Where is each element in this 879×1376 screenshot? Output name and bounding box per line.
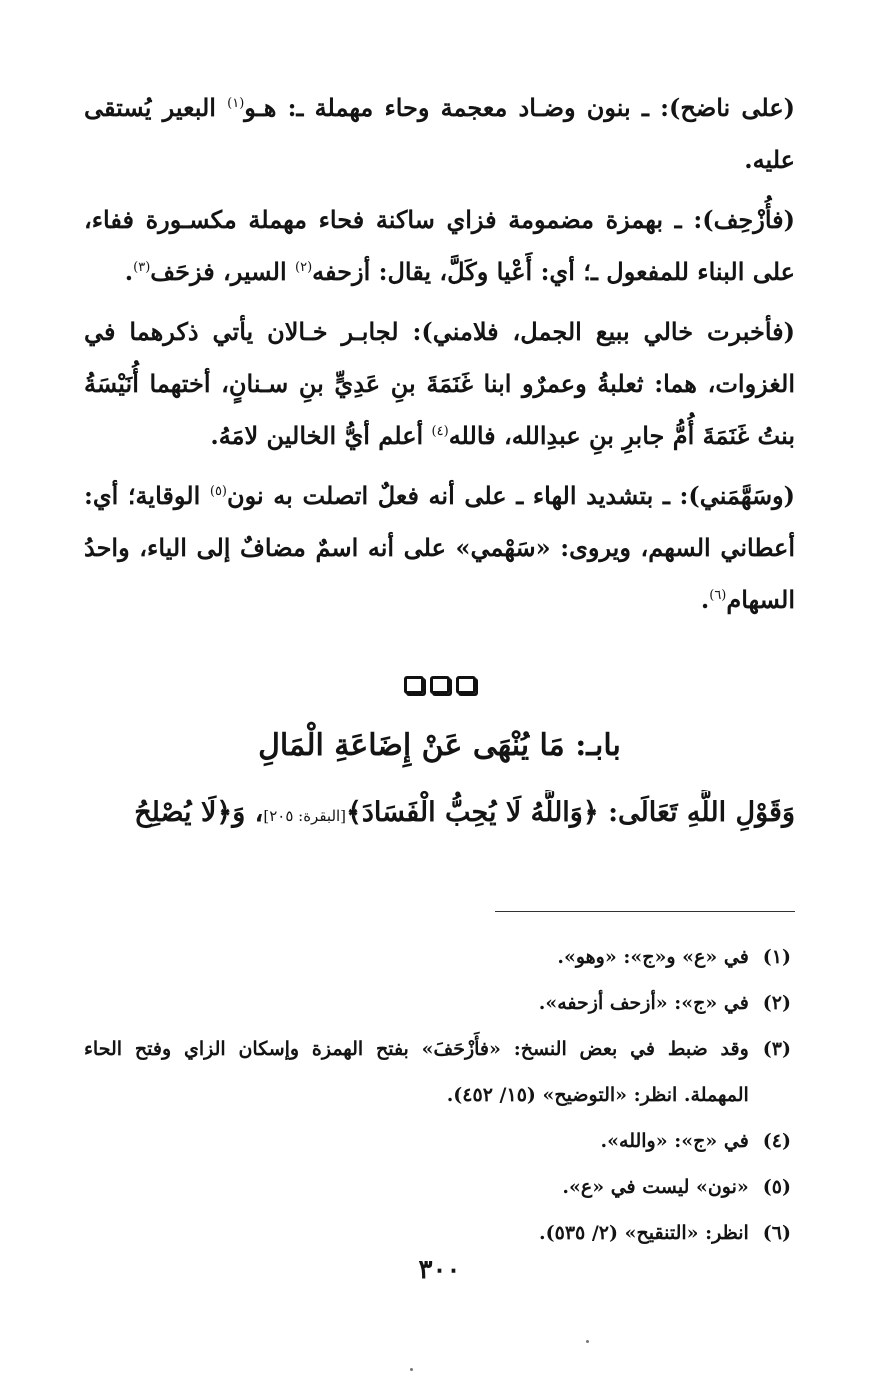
- footnote-number: (٥): [762, 1176, 791, 1198]
- chapter-label: بابـ: [586, 728, 621, 763]
- surah-reference: [البقرة: ٢٠٥]: [263, 807, 347, 825]
- scan-speck: [410, 1368, 413, 1371]
- gloss-entry: [84, 82, 795, 186]
- chapter-title: : مَا يُنْهَى عَنْ إِضَاعَةِ الْمَالِ: [258, 728, 587, 763]
- footnote-reference: (٥): [209, 484, 227, 499]
- square-ornament-icon: [404, 676, 424, 694]
- footnote: [84, 1026, 795, 1118]
- footnote-text: وقد ضبط في بعض النسخ: «فأَزْحَفَ» بفتح الهمزة وإسكان الزاي وفتح الحاء المهملة. انظر: «التوضيح» (١٥/ ٤٥٢).: [84, 1038, 749, 1106]
- footnote-reference: (٣): [133, 260, 151, 275]
- footnote-number: (٤): [762, 1130, 791, 1152]
- entry-text: الوقاية؛ أي: أعطاني السهم، ويروى: «سَهْمي» على أنه اسمٌ مضافٌ إلى الياء، واحدُ السهام: [84, 481, 796, 614]
- entry-text: .: [700, 585, 710, 614]
- quran-text: وَاللَّهُ لَا يُحِبُّ الْفَسَادَ: [361, 797, 583, 828]
- square-ornament-icon: [456, 676, 476, 694]
- entry-text: : ـ بنون وضـاد معجمة وحاء مهملة ـ: هـو: [244, 93, 669, 122]
- footnote-text: في «ج»: «أزحف أزحفه».: [538, 992, 749, 1014]
- footnote: [84, 1210, 795, 1256]
- gloss-entry: [84, 306, 795, 462]
- entry-text: : ـ بهمزة مضمومة فزاي ساكنة فحاء مهملة مكسـورة ففاء، على البناء للمفعول ـ؛ أي: أَعْيا وكَلَّ، يقال: أزحفه: [84, 205, 795, 286]
- footnote-reference: (١): [227, 96, 245, 111]
- entry-headword: (وسَهَّمَني): [688, 481, 795, 510]
- entry-text: السير، فزحَف: [150, 257, 295, 286]
- quranic-citation: [84, 790, 795, 839]
- footnote-reference: (٢): [295, 260, 313, 275]
- entry-text: البعير يُستقى عليه.: [84, 93, 795, 174]
- footnote: [84, 934, 795, 980]
- entry-text: أعلم أيُّ الخالين لامَهُ.: [210, 421, 432, 450]
- footnote-text: «نون» ليست في «ع».: [562, 1176, 749, 1198]
- entry-headword: (فأخبرت خالي ببيع الجمل، فلامني): [421, 317, 795, 346]
- quran-open-bracket: ﴿: [582, 797, 599, 828]
- footnote-number: (٣): [762, 1038, 791, 1060]
- quran-open-bracket: ﴿: [216, 797, 233, 828]
- gloss-entry: [84, 470, 795, 626]
- entry-text: : ـ بتشديد الهاء ـ على أنه فعلٌ اتصلت به نون: [227, 481, 689, 510]
- entry-headword: (على ناضح): [668, 93, 796, 122]
- quran-text: لَا يُصْلِحُ: [134, 797, 217, 828]
- footnote: [84, 1118, 795, 1164]
- footnote-number: (١): [762, 946, 791, 968]
- section-separator: [84, 676, 795, 694]
- footnote-text: في «ع» و«ج»: «وهو».: [557, 946, 749, 968]
- footnote-reference: (٤): [431, 424, 449, 439]
- entry-text: : لجابـر خـالان يأتي ذكرهما في الغزوات، هما: ثعلبةُ وعمرٌو ابنا غَنَمَةَ بنِ عَدِيٍّ بنِ سـنانٍ، أختهما أُنَيْسَةُ بنتُ غَنَمَةَ أُمُّ جابرِ بنِ عبدِالله، فالله: [84, 317, 795, 450]
- gloss-entry: [84, 194, 795, 298]
- entry-text: .: [124, 257, 134, 286]
- footnote-text: انظر: «التنقيح» (٢/ ٥٣٥).: [539, 1222, 749, 1244]
- chapter-heading: [84, 724, 795, 768]
- square-ornament-icon: [430, 676, 450, 694]
- footnote-number: (٦): [762, 1222, 791, 1244]
- footnote-divider: [495, 911, 795, 912]
- footnote-text: في «ج»: «والله».: [600, 1130, 749, 1152]
- footnote-number: (٢): [762, 992, 791, 1014]
- footnote: [84, 980, 795, 1026]
- verse-separator: ، وَ: [232, 797, 264, 828]
- footnotes: [84, 934, 795, 1256]
- page-number: ٣٠٠: [418, 1255, 461, 1285]
- quran-close-bracket: ﴾: [346, 797, 362, 828]
- verse-lead: وَقَوْلِ اللَّهِ تَعَالَى:: [598, 797, 795, 828]
- scan-speck: [586, 1340, 589, 1343]
- footnote: [84, 1164, 795, 1210]
- footnote-reference: (٦): [709, 588, 727, 603]
- entry-headword: (فأُزْحِف): [702, 205, 795, 234]
